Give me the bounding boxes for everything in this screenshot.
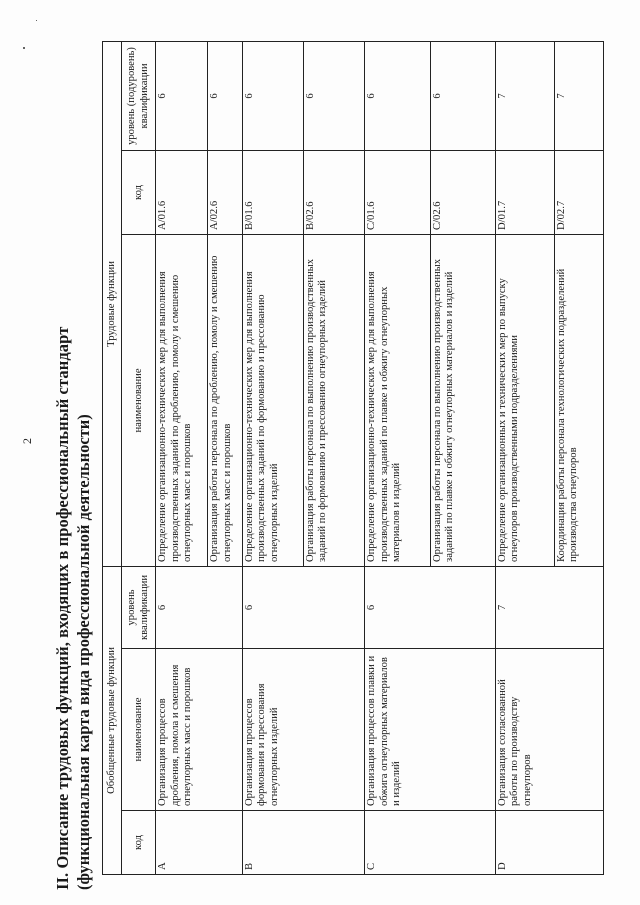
- function-code: C/02.6: [430, 150, 495, 234]
- group-code: B: [242, 811, 365, 875]
- function-code: B/01.6: [242, 150, 303, 234]
- group-level: 6: [242, 566, 365, 648]
- header-labor-functions: Трудовые функции: [103, 41, 122, 566]
- function-level: 7: [554, 41, 603, 150]
- function-name: Определение организационных и технических мер по выпуску огнеупоров производственными подразделениями: [495, 234, 554, 566]
- function-code: A/01.6: [156, 150, 208, 234]
- group-name: Организация процессов формования и прессования огнеупорных изделий: [242, 649, 365, 811]
- function-level: 6: [156, 41, 208, 150]
- function-code: B/02.6: [303, 150, 364, 234]
- scan-speck: [23, 47, 25, 49]
- table-row: [495, 41, 554, 874]
- group-code: A: [156, 811, 242, 875]
- function-level: 6: [365, 41, 430, 150]
- header-level: уровень квалификации: [122, 566, 156, 648]
- scan-speck: [36, 20, 37, 21]
- function-level: 6: [208, 41, 242, 150]
- function-code: D/02.7: [554, 150, 603, 234]
- function-name: Определение организационно-технических мер для выполнения производственных заданий по дроблению, помолу и смешению огнеупорных масс и порошков: [156, 234, 208, 566]
- group-level: 6: [156, 566, 242, 648]
- function-name: Организация работы персонала по выполнению производственных заданий по плавке и обжигу огнеупорных материалов и изделий: [430, 234, 495, 566]
- header-function-name: наименование: [122, 234, 156, 566]
- table-row: [365, 41, 430, 874]
- header-code: код: [122, 811, 156, 875]
- function-level: 6: [430, 41, 495, 150]
- group-level: 6: [365, 566, 495, 648]
- function-name: Организация работы персонала по выполнению производственных заданий по формованию и прессованию огнеупорных изделий: [303, 234, 364, 566]
- function-name: Определение организационно-технических мер для выполнения производственных заданий по формованию и прессованию огнеупорных изделий: [242, 234, 303, 566]
- function-code: C/01.6: [365, 150, 430, 234]
- group-code: D: [495, 811, 603, 875]
- function-code: D/01.7: [495, 150, 554, 234]
- function-level: 6: [303, 41, 364, 150]
- header-name: наименование: [122, 649, 156, 811]
- function-level: 6: [242, 41, 303, 150]
- function-name: Определение организационно-технических мер для выполнения производственных заданий по плавке и обжигу огнеупорных материалов и изделий: [365, 234, 430, 566]
- header-sublevel: уровень (подуровень) квалификации: [122, 41, 156, 150]
- table-row: [242, 41, 303, 874]
- section-subtitle: (функциональная карта вида профессиональной деятельности): [74, 414, 93, 890]
- group-name: Организация согласованной работы по производству огнеупоров: [495, 649, 603, 811]
- table-row: [156, 41, 208, 874]
- group-name: Организация процессов дробления, помола и смешения огнеупорных масс и порошков: [156, 649, 242, 811]
- function-name: Координация работы персонала технологических подразделений производства огнеупоров: [554, 234, 603, 566]
- header-function-code: код: [122, 150, 156, 234]
- function-level: 7: [495, 41, 554, 150]
- page-number: 2: [20, 438, 34, 444]
- function-name: Организация работы персонала по дроблению, помолу и смешению огнеупорных масс и порошков: [208, 234, 242, 566]
- function-code: A/02.6: [208, 150, 242, 234]
- group-level: 7: [495, 566, 603, 648]
- section-title: II. Описание трудовых функций, входящих в профессиональный стандарт: [53, 326, 72, 890]
- rotated-page-content: [50, 40, 610, 890]
- group-code: C: [365, 811, 495, 875]
- header-generalized: Обобщенные трудовые функции: [103, 566, 122, 874]
- functional-map-table: [102, 41, 604, 875]
- group-name: Организация процессов плавки и обжига огнеупорных материалов и изделий: [365, 649, 495, 811]
